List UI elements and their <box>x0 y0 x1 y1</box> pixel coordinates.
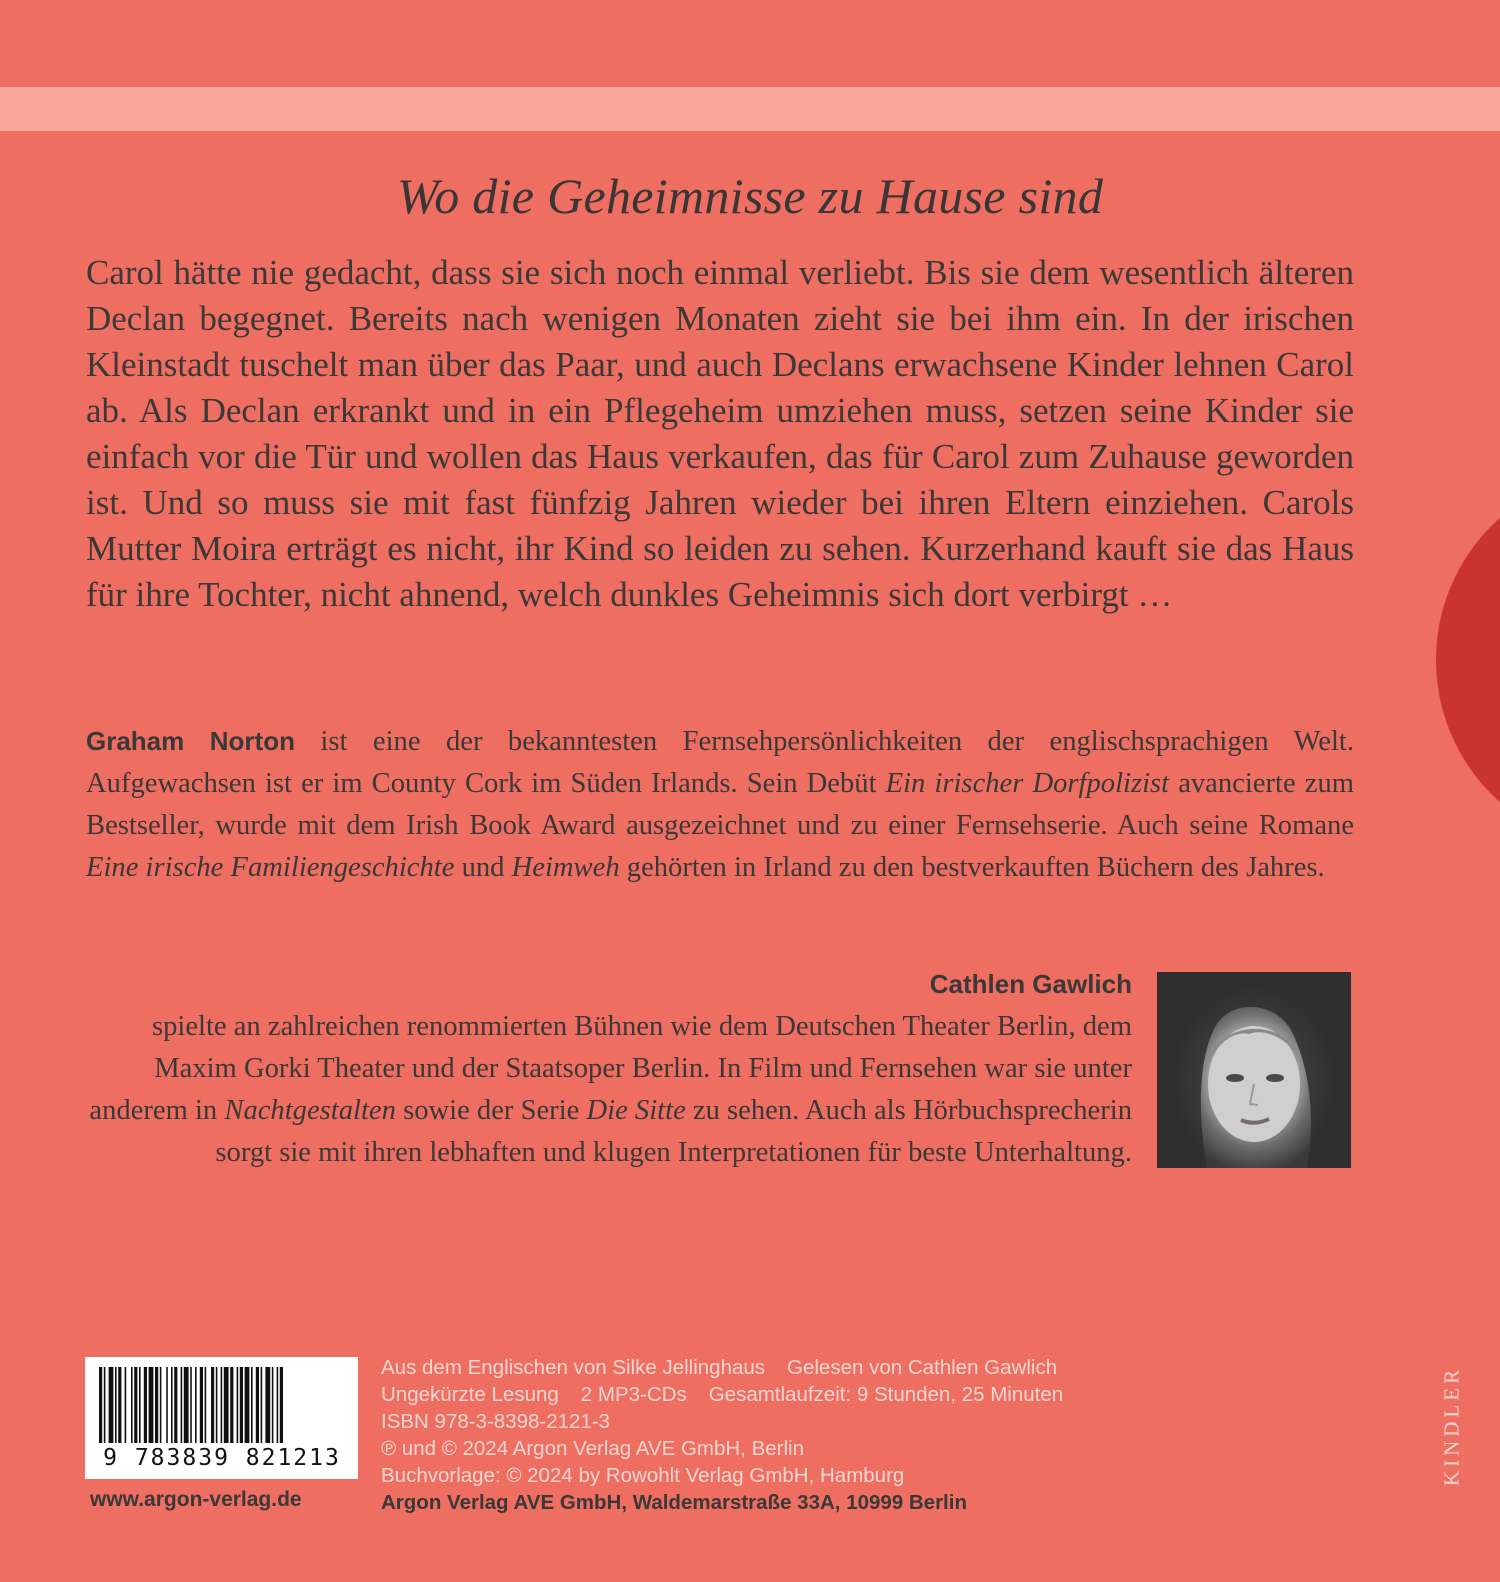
book-title: Eine irische Familiengeschichte <box>86 852 455 883</box>
series-title: Die Sitte <box>586 1095 686 1126</box>
format-label: 2 MP3-CDs <box>580 1383 687 1406</box>
edition-label: Ungekürzte Lesung <box>381 1383 559 1406</box>
narrator-credit: Gelesen von Cathlen Gawlich <box>787 1356 1058 1379</box>
copyright-label: ℗ und © 2024 Argon Verlag AVE GmbH, Berlin <box>381 1437 804 1460</box>
runtime-label: Gesamtlaufzeit: 9 Stunden, 25 Minuten <box>708 1383 1064 1406</box>
author-name: Graham Norton <box>86 726 295 756</box>
top-stripe <box>0 87 1500 131</box>
reader-portrait-photo <box>1157 972 1351 1168</box>
imprint-logo: KINDLER <box>1439 1365 1464 1487</box>
reader-name: Cathlen Gawlich <box>929 969 1132 999</box>
author-bio: Graham Norton ist eine der bekanntesten Fernsehpersönlichkeiten der englischsprachigen Welt. Aufgewachsen ist er im County Cork im Süden Irlands. Sein Debüt Ein irischer Dorfpolizist avancierte zum Bestseller, wurde mit dem Irish Book Award ausgezeichnet und zu einer Fernsehserie. Auch seine Romane Eine irische Familiengeschichte und Heimweh gehörten in Irland zu den bestverkauften Büchern des Jahres. <box>86 726 1354 883</box>
isbn-label: ISBN 978-3-8398-2121-3 <box>381 1410 611 1433</box>
book-title: Ein irischer Dorfpolizist <box>885 768 1170 799</box>
barcode-bars <box>97 1367 347 1445</box>
barcode <box>85 1357 358 1479</box>
reader-bio: spielte an zahlreichen renommierten Bühnen wie dem Deutschen Theater Berlin, dem Maxim Gorki Theater und der Staatsoper Berlin. In Film und Fernsehen war sie unter anderem in Nachtgestalten sowie der Serie Die Sitte zu sehen. Auch als Hörbuchsprecherin sorgt sie mit ihren lebhaften und klugen Interpretationen für beste Unterhaltung. <box>89 1011 1132 1168</box>
blurb-text: Carol hätte nie gedacht, dass sie sich noch einmal verliebt. Bis sie dem wesentlich älteren Declan begegnet. Bereits nach wenigen Monaten zieht sie bei ihm ein. In der irischen Kleinstadt tuschelt man über das Paar, und auch Declans erwachsene Kinder lehnen Carol ab. Als Declan erkrankt und in ein Pflegeheim umziehen muss, setzen seine Kinder sie einfach vor die Tür und wollen das Haus verkaufen, das für Carol zum Zuhause geworden ist. Und so muss sie mit fast fünfzig Jahren wieder bei ihren Eltern einziehen. Carols Mutter Moira erträgt es nicht, ihr Kind so leiden zu sehen. Kurzerhand kauft sie das Haus für ihre Tochter, nicht ahnend, welch dunkles Geheimnis sich dort verbirgt … <box>86 253 1354 614</box>
website-link[interactable]: www.argon-verlag.de <box>90 1488 302 1511</box>
source-label: Buchvorlage: © 2024 by Rowohlt Verlag GmbH, Hamburg <box>381 1464 905 1487</box>
translator-credit: Aus dem Englischen von Silke Jellinghaus <box>381 1356 766 1379</box>
headline: Wo die Geheimnisse zu Hause sind <box>396 168 1104 224</box>
cd-disc-edge <box>1436 470 1500 850</box>
film-title: Nachtgestalten <box>224 1095 396 1126</box>
credits-block <box>381 1354 1085 1516</box>
publisher-address: Argon Verlag AVE GmbH, Waldemarstraße 33A, 10999 Berlin <box>381 1491 967 1514</box>
book-title: Heimweh <box>511 852 620 883</box>
barcode-number: 9 783839 821213 <box>103 1445 341 1471</box>
